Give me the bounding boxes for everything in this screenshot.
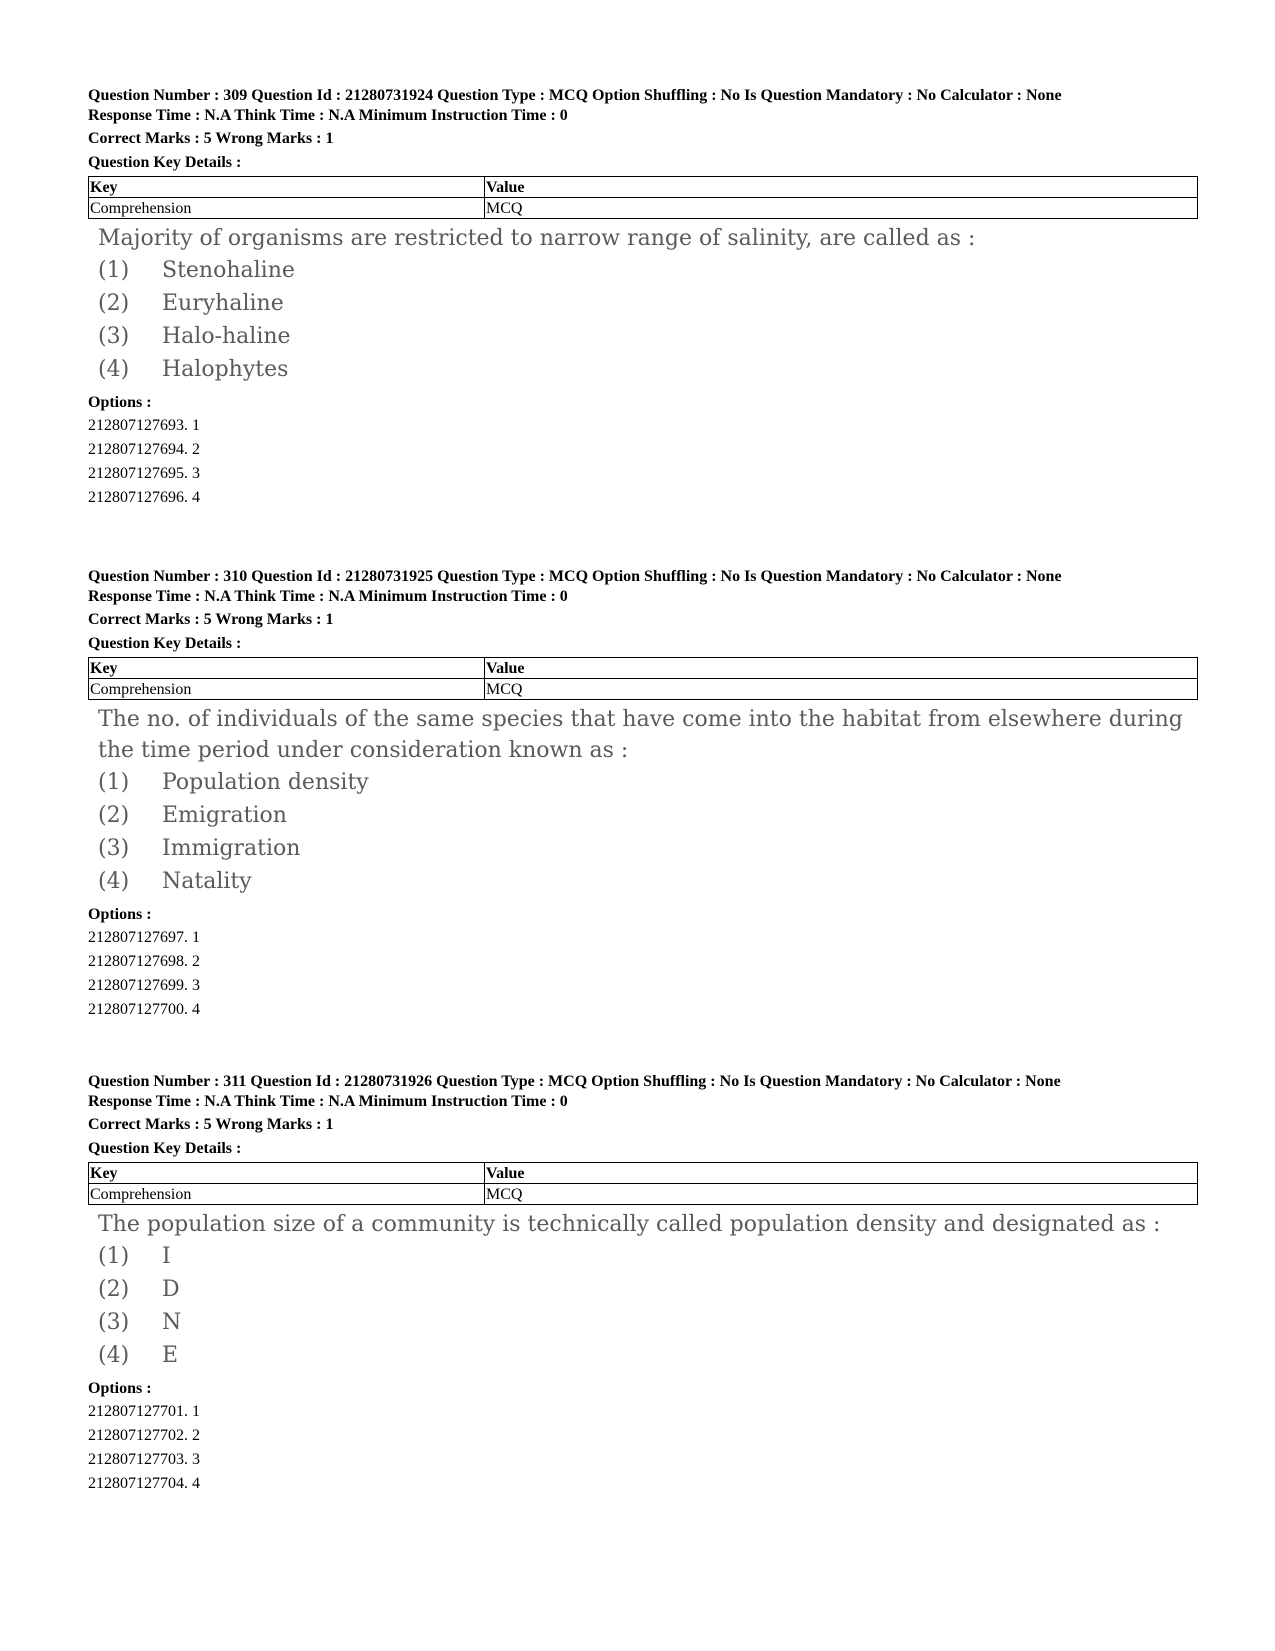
- choice-text: Halo-haline: [162, 324, 291, 349]
- choice-number: (1): [98, 770, 130, 795]
- choice-item: [98, 320, 1188, 353]
- question-meta: [88, 1072, 1188, 1112]
- question-image: [88, 223, 1188, 386]
- choice-number: (4): [98, 357, 130, 382]
- option-id-line: 212807127702. 2: [88, 1427, 200, 1444]
- table-header-value: Value: [485, 658, 1198, 679]
- table-row: [89, 679, 1198, 700]
- question-stem: The population size of a community is technically called population density and designated as :: [98, 1212, 1161, 1237]
- option-id-line: 212807127703. 3: [88, 1451, 200, 1468]
- choice-text: I: [162, 1244, 171, 1269]
- choice-number: (4): [98, 869, 130, 894]
- choice-text: N: [162, 1310, 182, 1335]
- option-id-line: 212807127695. 3: [88, 465, 200, 482]
- question-image: [88, 704, 1188, 898]
- question-meta-line-2: Response Time : N.A Think Time : N.A Minimum Instruction Time : 0: [88, 107, 568, 124]
- choice-number: (3): [98, 1310, 130, 1335]
- choice-number: (4): [98, 1343, 130, 1368]
- table-cell-value: MCQ: [485, 1184, 1198, 1205]
- question-meta-line-2: Response Time : N.A Think Time : N.A Minimum Instruction Time : 0: [88, 1093, 568, 1110]
- choice-text: E: [162, 1343, 179, 1368]
- table-cell-key: Comprehension: [89, 679, 485, 700]
- table-cell-key: Comprehension: [89, 198, 485, 219]
- option-id-line: 212807127696. 4: [88, 489, 200, 506]
- option-id-line: 212807127693. 1: [88, 417, 200, 434]
- question-meta-line-1: Question Number : 309 Question Id : 21280731924 Question Type : MCQ Option Shuffling : No Is Question Mandatory : No Calculator : None: [88, 87, 1062, 104]
- options-label: Options :: [88, 1380, 152, 1397]
- choice-text: Immigration: [162, 836, 301, 861]
- question-meta-line-1: Question Number : 311 Question Id : 21280731926 Question Type : MCQ Option Shuffling : No Is Question Mandatory : No Calculator : None: [88, 1073, 1061, 1090]
- choice-item: [98, 287, 1188, 320]
- choice-number: (3): [98, 324, 130, 349]
- table-cell-key: Comprehension: [89, 1184, 485, 1205]
- table-header-key: Key: [89, 1163, 485, 1184]
- option-id-line: 212807127704. 4: [88, 1475, 200, 1492]
- table-row: [89, 198, 1198, 219]
- choice-text: Emigration: [162, 803, 287, 828]
- options-label: Options :: [88, 394, 152, 411]
- choice-item: [98, 799, 1188, 832]
- key-details-table: [88, 176, 1198, 219]
- table-header-value: Value: [485, 1163, 1198, 1184]
- choice-text: Stenohaline: [162, 258, 295, 283]
- key-details-table: [88, 1162, 1198, 1205]
- key-details-label: Question Key Details :: [88, 154, 242, 171]
- option-id-line: 212807127700. 4: [88, 1001, 200, 1018]
- question-block-309: [88, 86, 1188, 510]
- choice-number: (2): [98, 803, 130, 828]
- option-id-line: 212807127699. 3: [88, 977, 200, 994]
- table-header-value: Value: [485, 177, 1198, 198]
- choice-text: Natality: [162, 869, 252, 894]
- question-meta-line-2: Response Time : N.A Think Time : N.A Minimum Instruction Time : 0: [88, 588, 568, 605]
- key-details-table: [88, 657, 1198, 700]
- question-stem: The no. of individuals of the same species that have come into the habitat from elsewhere during the time period under consideration known as :: [98, 707, 1183, 763]
- choice-text: Population density: [162, 770, 369, 795]
- marks-line: Correct Marks : 5 Wrong Marks : 1: [88, 1116, 334, 1133]
- table-header-key: Key: [89, 177, 485, 198]
- choice-item: [98, 1273, 1188, 1306]
- question-block-311: [88, 1072, 1188, 1496]
- table-header-key: Key: [89, 658, 485, 679]
- table-cell-value: MCQ: [485, 198, 1198, 219]
- question-meta: [88, 567, 1188, 607]
- choice-number: (1): [98, 1244, 130, 1269]
- choice-number: (3): [98, 836, 130, 861]
- choice-item: [98, 766, 1188, 799]
- option-id-line: 212807127694. 2: [88, 441, 200, 458]
- choice-item: [98, 865, 1188, 898]
- key-details-label: Question Key Details :: [88, 635, 242, 652]
- table-header-row: [89, 177, 1198, 198]
- marks-line: Correct Marks : 5 Wrong Marks : 1: [88, 611, 334, 628]
- choice-text: Halophytes: [162, 357, 289, 382]
- table-header-row: [89, 658, 1198, 679]
- choice-item: [98, 353, 1188, 386]
- option-id-line: 212807127701. 1: [88, 1403, 200, 1420]
- table-row: [89, 1184, 1198, 1205]
- table-header-row: [89, 1163, 1198, 1184]
- key-details-label: Question Key Details :: [88, 1140, 242, 1157]
- question-image: [88, 1209, 1188, 1372]
- choice-number: (2): [98, 291, 130, 316]
- question-stem: Majority of organisms are restricted to narrow range of salinity, are called as :: [98, 226, 976, 251]
- choice-number: (2): [98, 1277, 130, 1302]
- question-block-310: [88, 567, 1188, 1022]
- options-label: Options :: [88, 906, 152, 923]
- table-cell-value: MCQ: [485, 679, 1198, 700]
- choice-number: (1): [98, 258, 130, 283]
- choice-item: [98, 254, 1188, 287]
- choice-item: [98, 1240, 1188, 1273]
- question-meta: [88, 86, 1188, 126]
- choice-text: Euryhaline: [162, 291, 284, 316]
- choice-item: [98, 1339, 1188, 1372]
- choice-item: [98, 1306, 1188, 1339]
- question-meta-line-1: Question Number : 310 Question Id : 21280731925 Question Type : MCQ Option Shuffling : No Is Question Mandatory : No Calculator : None: [88, 568, 1062, 585]
- option-id-line: 212807127697. 1: [88, 929, 200, 946]
- choice-item: [98, 832, 1188, 865]
- choice-text: D: [162, 1277, 180, 1302]
- option-id-line: 212807127698. 2: [88, 953, 200, 970]
- marks-line: Correct Marks : 5 Wrong Marks : 1: [88, 130, 334, 147]
